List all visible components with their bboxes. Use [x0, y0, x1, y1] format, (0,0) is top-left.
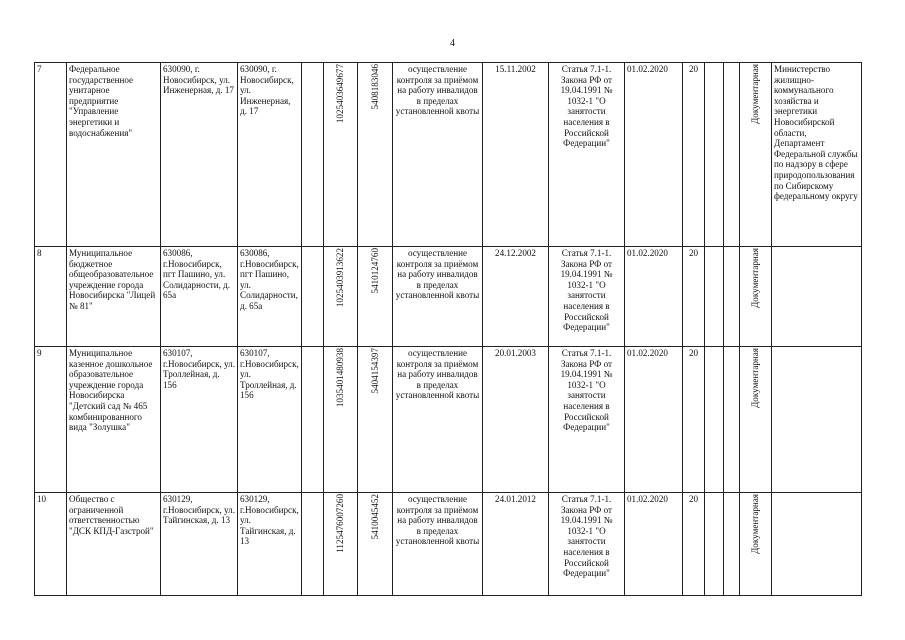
- check-form-cell: [740, 493, 772, 596]
- page-number: 4: [450, 38, 455, 49]
- legal-address: 630107, г.Новосибирск, ул. Троллейная, д. 156: [161, 347, 238, 493]
- legal-basis: Статья 7.1-1. Закона РФ от 19.04.1991 № 1032-1 "О занятости населения в Российской Федерации": [549, 493, 625, 596]
- empty-cell: [724, 63, 740, 247]
- empty-cell: [724, 493, 740, 596]
- registration-date: 24.12.2002: [483, 247, 549, 347]
- row-number: 9: [35, 347, 67, 493]
- inn: 5410124760: [369, 248, 380, 294]
- organization-name: Муниципальное бюджетное общеобразовательное учреждение города Новосибирска "Лицей № 81": [67, 247, 161, 347]
- actual-address: 630090, г. Новосибирск, ул. Инженерная, д. 17: [238, 63, 302, 247]
- empty-cell: [724, 247, 740, 347]
- inspection-purpose: осуществление контроля за приёмом на работу инвалидов в пределах установленной квоты: [393, 493, 483, 596]
- inspection-purpose: осуществление контроля за приёмом на работу инвалидов в пределах установленной квоты: [393, 63, 483, 247]
- inn: 5410045452: [369, 494, 380, 540]
- row-number: 8: [35, 247, 67, 347]
- legal-address: 630086, г.Новосибирск, пгт Пашино, ул. Солидарности, д. 65а: [161, 247, 238, 347]
- row-number: 7: [35, 63, 67, 247]
- inn-cell: [358, 63, 393, 247]
- duration-days: 20: [683, 63, 705, 247]
- joint-bodies: Министерство жилищно-коммунального хозяйства и энергетики Новосибирской области, Департамент Федеральной службы по надзору в сфере природопользования по Сибирскому федеральному округу: [772, 63, 862, 247]
- ogrn: 1025403913622: [335, 248, 346, 308]
- empty-cell: [302, 347, 324, 493]
- duration-days: 20: [683, 247, 705, 347]
- empty-cell: [705, 63, 724, 247]
- actual-address: 630129, г.Новосибирск, ул. Тайгинская, д. 13: [238, 493, 302, 596]
- joint-bodies: [772, 347, 862, 493]
- duration-days: 20: [683, 347, 705, 493]
- joint-bodies: [772, 247, 862, 347]
- start-date: 01.02.2020: [625, 63, 683, 247]
- check-form-cell: [740, 247, 772, 347]
- inspection-purpose: осуществление контроля за приёмом на работу инвалидов в пределах установленной квоты: [393, 347, 483, 493]
- table-row: [35, 63, 862, 247]
- actual-address: 630086, г.Новосибирск, пгт Пашино, ул. Солидарности, д. 65а: [238, 247, 302, 347]
- row-number: 10: [35, 493, 67, 596]
- ogrn: 1025403649677: [335, 64, 346, 124]
- ogrn: 1035401480938: [335, 348, 346, 408]
- check-form-cell: [740, 347, 772, 493]
- table-row: [35, 493, 862, 596]
- legal-basis: Статья 7.1-1. Закона РФ от 19.04.1991 № 1032-1 "О занятости населения в Российской Федерации": [549, 247, 625, 347]
- registration-date: 24.01.2012: [483, 493, 549, 596]
- empty-cell: [705, 347, 724, 493]
- inspection-purpose: осуществление контроля за приёмом на работу инвалидов в пределах установленной квоты: [393, 247, 483, 347]
- legal-address: 630129, г.Новосибирск, ул. Тайгинская, д. 13: [161, 493, 238, 596]
- registration-date: 15.11.2002: [483, 63, 549, 247]
- legal-basis: Статья 7.1-1. Закона РФ от 19.04.1991 № 1032-1 "О занятости населения в Российской Федерации": [549, 63, 625, 247]
- registration-date: 20.01.2003: [483, 347, 549, 493]
- check-form: Документарная: [750, 348, 761, 408]
- inn-cell: [358, 347, 393, 493]
- inn-cell: [358, 493, 393, 596]
- start-date: 01.02.2020: [625, 347, 683, 493]
- ogrn-cell: [324, 247, 358, 347]
- ogrn: 1125476007260: [335, 494, 346, 553]
- ogrn-cell: [324, 493, 358, 596]
- table-row: [35, 347, 862, 493]
- inn: 5404154397: [369, 348, 380, 394]
- check-form: Документарная: [750, 248, 761, 308]
- empty-cell: [705, 493, 724, 596]
- empty-cell: [705, 247, 724, 347]
- joint-bodies: [772, 493, 862, 596]
- ogrn-cell: [324, 63, 358, 247]
- table-row: [35, 247, 862, 347]
- organization-name: Общество с ограниченной ответственностью "ДСК КПД-Газстрой": [67, 493, 161, 596]
- inn-cell: [358, 247, 393, 347]
- actual-address: 630107, г.Новосибирск, ул. Троллейная, д. 156: [238, 347, 302, 493]
- start-date: 01.02.2020: [625, 247, 683, 347]
- organization-name: Федеральное государственное унитарное предприятие "Управление энергетики и водоснабжения": [67, 63, 161, 247]
- empty-cell: [302, 493, 324, 596]
- legal-address: 630090, г. Новосибирск, ул. Инженерная, д. 17: [161, 63, 238, 247]
- ogrn-cell: [324, 347, 358, 493]
- duration-days: 20: [683, 493, 705, 596]
- empty-cell: [302, 247, 324, 347]
- inspection-plan-table: [34, 62, 862, 596]
- legal-basis: Статья 7.1-1. Закона РФ от 19.04.1991 № 1032-1 "О занятости населения в Российской Федерации": [549, 347, 625, 493]
- check-form-cell: [740, 63, 772, 247]
- start-date: 01.02.2020: [625, 493, 683, 596]
- empty-cell: [302, 63, 324, 247]
- empty-cell: [724, 347, 740, 493]
- check-form: Документарная: [750, 494, 761, 554]
- check-form: Документарная: [750, 64, 761, 124]
- organization-name: Муниципальное казенное дошкольное образовательное учреждение города Новосибирска "Детский сад № 465 комбинированного вида "Золушка": [67, 347, 161, 493]
- inn: 5408183046: [369, 64, 380, 110]
